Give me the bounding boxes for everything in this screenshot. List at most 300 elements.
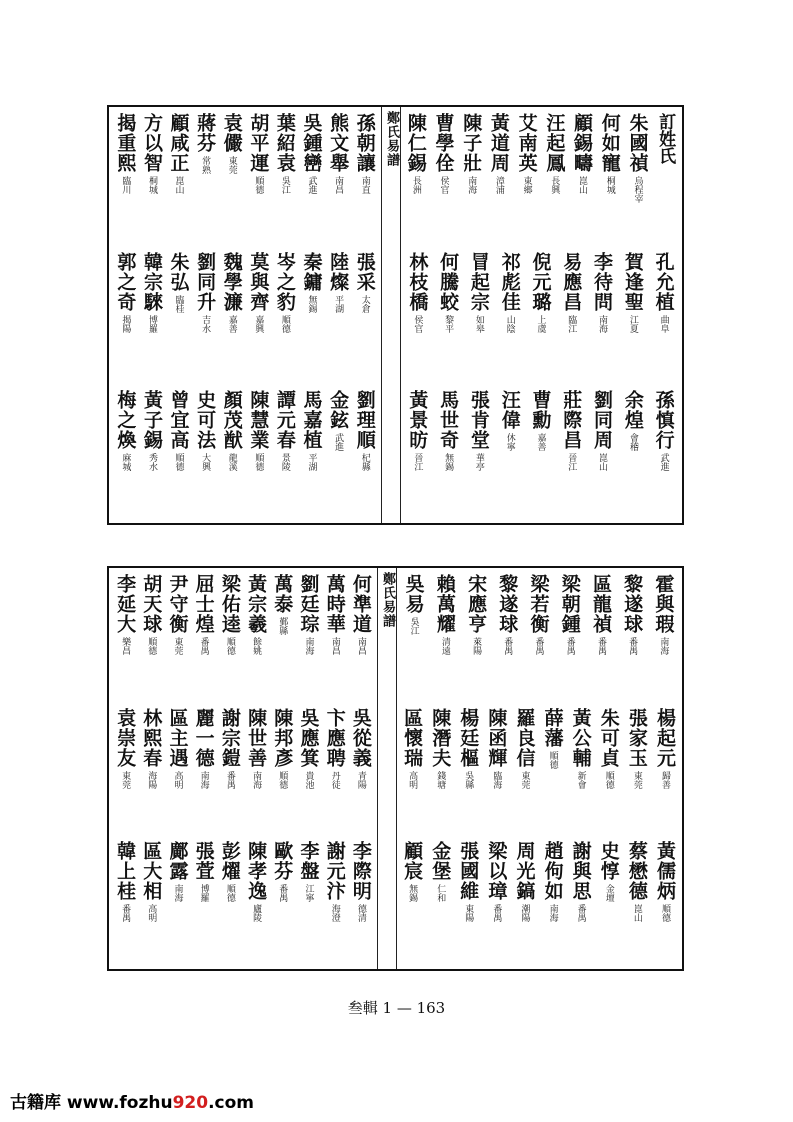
- scholar-entry: [348, 574, 374, 700]
- scholar-entry: [138, 574, 164, 700]
- scholar-name: 林枝橋: [406, 251, 429, 312]
- scholar-hometown-note: 無錫: [443, 453, 454, 472]
- site-watermark[interactable]: [10, 1088, 254, 1113]
- scholar-hometown-note: 桐城: [146, 176, 157, 194]
- scholar-hometown-note: 漳浦: [493, 176, 504, 194]
- bottom-right-middle-tier: [395, 702, 682, 836]
- scholar-hometown-note: 順德: [659, 904, 670, 923]
- scholar-hometown-note: 華亭: [473, 453, 484, 472]
- scholar-hometown-note: 貴池: [303, 770, 314, 789]
- scholar-name: 陳慧業: [247, 390, 270, 451]
- top-left-upper-tier: [109, 107, 381, 246]
- scholar-name: 何準道: [349, 574, 372, 634]
- scholar-name: 莫與齊: [247, 251, 270, 312]
- top-right-middle-tier: [399, 246, 682, 385]
- scholar-entry: [322, 841, 348, 967]
- scholar-entry: [217, 708, 243, 834]
- scholar-name: 張國維: [457, 841, 480, 902]
- scholar-name: 羅良信: [513, 707, 536, 768]
- scholar-entry: [482, 708, 510, 834]
- scholar-name: 曹學佺: [432, 113, 455, 173]
- scholar-entry: [269, 841, 295, 967]
- scholar-entry: [460, 574, 491, 700]
- scholar-name: 李待問: [591, 251, 614, 312]
- scholar-entry: [430, 113, 458, 244]
- scholar-hometown-note: 餘姚: [251, 637, 262, 655]
- scholar-entry: [651, 841, 679, 967]
- scholar-entry: [165, 113, 192, 244]
- scholar-hometown-note: 吉水: [200, 314, 211, 333]
- scholar-hometown-note: 番禺: [491, 904, 502, 923]
- scholar-entry: [596, 113, 624, 244]
- scholar-entry: [510, 708, 538, 834]
- scholar-hometown-note: 順德: [547, 750, 558, 769]
- scholar-name: 區主遇: [166, 707, 189, 768]
- scholar-hometown-note: 東陽: [463, 904, 474, 923]
- scholar-entry: [587, 252, 618, 383]
- scholar-name: 賴萬耀: [433, 574, 456, 634]
- scholar-entry: [648, 390, 679, 521]
- scholar-hometown-note: 侯官: [438, 176, 449, 194]
- scholar-name: 蔡懋德: [625, 841, 648, 902]
- scholar-entry: [298, 113, 325, 244]
- scholar-hometown-note: 高明: [407, 770, 418, 789]
- scholar-name: 袁儼: [220, 113, 243, 153]
- scholar-hometown-note: 順德: [224, 637, 235, 655]
- scholar-hometown-note: 新會: [575, 770, 586, 789]
- scholar-name: 韓上桂: [114, 841, 137, 902]
- scholar-name: 尹守衡: [166, 574, 189, 634]
- scholar-name: 何騰蛟: [437, 251, 460, 312]
- scholar-name: 陳世善: [245, 707, 268, 768]
- scholar-hometown-note: 南海: [547, 904, 558, 923]
- scholar-name: 吳易: [402, 574, 425, 614]
- scholar-entry: [351, 390, 378, 521]
- scholar-entry: [351, 113, 378, 244]
- scholar-hometown-note: 高明: [146, 904, 157, 923]
- scholar-hometown-note: 東莞: [519, 770, 530, 789]
- scholar-entry: [243, 841, 269, 967]
- scholar-name: 黃公輔: [569, 707, 592, 768]
- scholar-hometown-note: 平湖: [306, 453, 317, 472]
- scholar-entry: [523, 574, 554, 700]
- scholar-entry: [269, 708, 295, 834]
- scholar-name: 方以智: [140, 113, 163, 173]
- scholar-hometown-note: 吳江: [279, 176, 290, 194]
- scholar-name: 史可法: [194, 390, 217, 451]
- scholar-entry: [567, 708, 595, 834]
- scholar-name: 李盤: [297, 841, 320, 882]
- scholar-entry: [554, 574, 585, 700]
- scholar-hometown-note: 東莞: [226, 156, 237, 174]
- scholar-name: 麗一德: [192, 707, 215, 768]
- scholar-name: 劉理順: [353, 390, 376, 451]
- scholar-name: 屈士煌: [192, 574, 215, 634]
- scholar-hometown-note: 南海: [597, 314, 608, 333]
- scholar-entry: [164, 708, 190, 834]
- scholar-hometown-note: 南海: [466, 176, 477, 194]
- scholar-entry: [191, 574, 217, 700]
- scholar-name: 梁朝鍾: [558, 574, 581, 634]
- scholar-name: 陳函輝: [485, 707, 508, 768]
- scholar-hometown-note: 南海: [198, 770, 209, 789]
- scholar-entry: [325, 113, 352, 244]
- scholar-hometown-note: 烏程宰: [632, 176, 643, 203]
- bottom-right-upper-tier: [395, 568, 682, 702]
- scholar-entry: [595, 708, 623, 834]
- scholar-hometown-note: 桐城: [604, 176, 615, 194]
- scholar-entry: [585, 574, 616, 700]
- scholar-entry: [298, 390, 325, 521]
- scholar-entry: [398, 841, 426, 967]
- scholar-name: 黎遂球: [621, 574, 644, 634]
- scholar-name: 曹勳: [529, 390, 552, 431]
- scholar-name: 劉同周: [591, 390, 614, 451]
- scholar-name: 魏學濂: [220, 251, 243, 312]
- scholar-hometown-note: 清遠: [439, 637, 450, 655]
- scholar-name: 史惇: [597, 841, 620, 882]
- scholar-hometown-note: 博羅: [146, 314, 157, 333]
- scholar-hometown-note: 海澄: [329, 904, 340, 923]
- scholar-entry: [245, 113, 272, 244]
- scholar-entry: [138, 708, 164, 834]
- scholar-hometown-note: 錢塘: [435, 770, 446, 789]
- scholar-entry: [325, 252, 352, 383]
- scholar-hometown-note: 上虞: [535, 314, 546, 333]
- scholar-entry: [556, 390, 587, 521]
- book-title-label: 鄭氏易譜: [384, 111, 399, 167]
- scholar-entry: [464, 252, 495, 383]
- scholar-hometown-note: 休寧: [504, 433, 515, 452]
- scholar-hometown-note: 武進: [333, 433, 344, 452]
- scholar-entry: [398, 708, 426, 834]
- scholar-entry: [595, 841, 623, 967]
- scholar-entry: [482, 841, 510, 967]
- scholar-name: 金堡: [429, 841, 452, 882]
- scholar-name: 梁若衡: [527, 574, 550, 634]
- scholar-name: 秦鏞: [300, 251, 323, 292]
- top-right-lower-tier: [399, 384, 682, 523]
- scholar-entry: [322, 708, 348, 834]
- scholar-name: 孫慎行: [652, 390, 675, 451]
- site-url-highlight: 920: [172, 1093, 209, 1113]
- scholar-entry: [192, 252, 219, 383]
- scholar-name: 莊際昌: [560, 390, 583, 451]
- scholar-hometown-note: 大興: [200, 453, 211, 472]
- scholar-hometown-note: 博羅: [198, 884, 209, 903]
- scholar-name: 岑之豹: [273, 251, 296, 312]
- scholar-hometown-note: 長興: [549, 176, 560, 194]
- bottom-page-spread: [107, 566, 684, 971]
- scholar-hometown-note: 番禺: [277, 884, 288, 903]
- scholar-hometown-note: 常熟: [200, 156, 211, 174]
- scholar-hometown-note: 順德: [224, 884, 235, 903]
- scholar-name: 薛藩: [541, 707, 564, 748]
- scholar-hometown-note: 晉江: [566, 453, 577, 472]
- scholar-hometown-note: 番禺: [533, 637, 544, 655]
- scholar-hometown-note: 廬陵: [251, 904, 262, 923]
- scholar-hometown-note: 番禺: [564, 637, 575, 655]
- scholar-hometown-note: 德清: [355, 904, 366, 923]
- scholar-entry: [269, 574, 295, 700]
- scholar-hometown-note: 順德: [253, 453, 264, 472]
- scholar-hometown-note: 吳縣: [463, 770, 474, 789]
- scholar-hometown-note: 南昌: [329, 637, 340, 655]
- scholar-name: 黃宗羲: [245, 574, 268, 634]
- scholar-hometown-note: 順德: [253, 176, 264, 194]
- scholar-name: 胡天球: [140, 574, 163, 634]
- scholar-entry: [165, 252, 192, 383]
- scholar-hometown-note: 黎平: [443, 314, 454, 333]
- scholar-hometown-note: 南直: [359, 176, 370, 194]
- scholar-entry: [112, 574, 138, 700]
- scholar-name: 萬時華: [323, 574, 346, 634]
- scholar-entry: [165, 390, 192, 521]
- book-title-label: 鄭氏易譜: [380, 572, 395, 628]
- top-gutter: [381, 107, 401, 523]
- scholar-hometown-note: 順德: [279, 314, 290, 333]
- scholar-entry: [272, 252, 299, 383]
- scholar-entry: [243, 574, 269, 700]
- scholar-name: 吳從義: [349, 707, 372, 768]
- scholar-name: 袁崇友: [114, 707, 137, 768]
- scholar-name: 祁彪佳: [498, 251, 521, 312]
- surname-list-title-text: 訂姓氏: [655, 113, 676, 164]
- scholar-hometown-note: 侯官: [412, 314, 423, 333]
- scholar-entry: [623, 708, 651, 834]
- scholar-name: 李際明: [349, 841, 372, 902]
- scholar-name: 余煌: [621, 390, 644, 431]
- scholar-name: 霍與瑕: [652, 574, 675, 634]
- scholar-hometown-note: 景陵: [279, 453, 290, 472]
- scholar-entry: [539, 708, 567, 834]
- scholar-hometown-note: 平湖: [333, 294, 344, 313]
- top-right-upper-tier: [399, 107, 682, 246]
- scholar-entry: [402, 390, 433, 521]
- scholar-name: 李延大: [114, 574, 137, 634]
- scholar-name: 葉紹袁: [273, 113, 296, 173]
- bottom-left-half: [109, 568, 377, 969]
- scholar-name: 朱可貞: [597, 707, 620, 768]
- scholar-entry: [426, 841, 454, 967]
- scholar-entry: [454, 708, 482, 834]
- scholar-name: 熊文舉: [327, 113, 350, 173]
- scholar-name: 馬嘉植: [300, 390, 323, 451]
- scholar-entry: [245, 390, 272, 521]
- scholar-name: 吳鍾巒: [300, 113, 323, 173]
- scholar-entry: [191, 708, 217, 834]
- bottom-gutter: [377, 568, 397, 969]
- scholar-name: 艾南英: [515, 113, 538, 173]
- scholar-hometown-note: 南海: [303, 637, 314, 655]
- scholar-entry: [525, 252, 556, 383]
- scholar-entry: [398, 574, 429, 700]
- scholar-hometown-note: 南海: [172, 884, 183, 903]
- scholar-name: 黎遂球: [496, 574, 519, 634]
- scholar-entry: [568, 113, 596, 244]
- scholar-entry: [624, 113, 652, 244]
- scholar-hometown-note: 會稽: [627, 433, 638, 452]
- scholar-name: 陳子壯: [460, 113, 483, 173]
- scholar-name: 區龍禎: [589, 574, 612, 634]
- surname-list-title: [651, 113, 679, 244]
- scholar-entry: [272, 113, 299, 244]
- scholar-entry: [648, 252, 679, 383]
- scholar-hometown-note: 武進: [306, 176, 317, 194]
- scholar-entry: [457, 113, 485, 244]
- scholar-name: 孔允植: [652, 251, 675, 312]
- scholar-hometown-note: 嘉興: [253, 314, 264, 333]
- scholar-name: 謝元汴: [323, 841, 346, 902]
- scholar-entry: [587, 390, 618, 521]
- scholar-entry: [651, 708, 679, 834]
- scholar-name: 馬世奇: [437, 390, 460, 451]
- scholar-entry: [539, 841, 567, 967]
- site-url-suffix: .com: [208, 1093, 255, 1113]
- scholar-hometown-note: 南昌: [333, 176, 344, 194]
- scholar-hometown-note: 番禺: [120, 904, 131, 923]
- scholar-name: 卞應聘: [323, 707, 346, 768]
- scholar-entry: [623, 841, 651, 967]
- scholar-hometown-note: 臨海: [491, 770, 502, 789]
- top-left-lower-tier: [109, 384, 381, 523]
- scholar-hometown-note: 臨江: [566, 314, 577, 333]
- scholar-name: 梅之煥: [114, 390, 137, 451]
- scholar-name: 歐芬: [271, 841, 294, 882]
- scholar-entry: [494, 390, 525, 521]
- scholar-hometown-note: 東鄉: [521, 176, 532, 194]
- scholar-name: 黃子錫: [140, 390, 163, 451]
- scholar-entry: [112, 113, 139, 244]
- scholar-entry: [192, 113, 219, 244]
- scholar-name: 周光鎬: [513, 841, 536, 902]
- scholar-name: 區懷瑞: [401, 707, 424, 768]
- scholar-entry: [217, 841, 243, 967]
- scholar-hometown-note: 嘉善: [226, 314, 237, 333]
- scholar-name: 譚元春: [273, 390, 296, 451]
- scholar-entry: [298, 252, 325, 383]
- scholar-entry: [112, 708, 138, 834]
- scholar-entry: [191, 841, 217, 967]
- scholar-name: 賀逢聖: [621, 251, 644, 312]
- scholar-hometown-note: 江夏: [627, 314, 638, 333]
- scholar-name: 張采: [353, 251, 376, 292]
- scholar-entry: [648, 574, 679, 700]
- bottom-left-middle-tier: [109, 702, 377, 836]
- scholar-entry: [617, 252, 648, 383]
- scholar-entry: [245, 252, 272, 383]
- scholar-hometown-note: 南海: [251, 770, 262, 789]
- scholar-hometown-note: 南昌: [355, 637, 366, 655]
- scholar-name: 顧咸正: [167, 113, 190, 173]
- scholar-entry: [139, 113, 166, 244]
- scholar-hometown-note: 如皋: [473, 314, 484, 333]
- scholar-entry: [617, 390, 648, 521]
- scholar-hometown-note: 臨川: [120, 176, 131, 194]
- site-name: 古籍库: [10, 1093, 61, 1113]
- scholar-name: 劉同升: [194, 251, 217, 312]
- scholar-hometown-note: 龍溪: [226, 453, 237, 472]
- scholar-hometown-note: 番禺: [502, 637, 513, 655]
- scholar-hometown-note: 金壇: [603, 884, 614, 903]
- scholar-entry: [433, 390, 464, 521]
- scholar-hometown-note: 崑山: [631, 904, 642, 923]
- scholar-hometown-note: 南海: [658, 637, 669, 655]
- scholar-name: 張肯堂: [467, 390, 490, 451]
- scholar-hometown-note: 吳江: [408, 617, 419, 635]
- scholar-entry: [138, 841, 164, 967]
- page-number: 叁輯 1 — 163: [347, 999, 446, 1017]
- scholar-name: 冒起宗: [467, 251, 490, 312]
- scholar-name: 張家玉: [625, 707, 648, 768]
- scholar-name: 楊起元: [653, 707, 676, 768]
- scholar-entry: [454, 841, 482, 967]
- scholar-hometown-note: 無錫: [407, 884, 418, 903]
- scholar-name: 蔣芬: [194, 113, 217, 153]
- scholar-name: 陳邦彥: [271, 707, 294, 768]
- scholar-name: 顧錫疇: [571, 113, 594, 173]
- scholar-entry: [295, 574, 321, 700]
- scholar-entry: [567, 841, 595, 967]
- scholar-name: 趙佝如: [541, 841, 564, 902]
- scholar-name: 黃景昉: [406, 390, 429, 451]
- scholar-hometown-note: 青陽: [355, 770, 366, 789]
- scholar-hometown-note: 山陰: [504, 314, 515, 333]
- scholar-hometown-note: 番禺: [198, 637, 209, 655]
- scholar-name: 易應昌: [560, 251, 583, 312]
- scholar-name: 陳潛夫: [429, 707, 452, 768]
- scholar-hometown-note: 嘉善: [535, 433, 546, 452]
- scholar-name: 鄺露: [166, 841, 189, 882]
- scholar-name: 陸燦: [327, 251, 350, 292]
- scholar-hometown-note: 番禺: [595, 637, 606, 655]
- scholar-entry: [164, 841, 190, 967]
- scholar-name: 陳仁錫: [404, 113, 427, 173]
- scholar-entry: [322, 574, 348, 700]
- scholar-entry: [218, 252, 245, 383]
- site-url-prefix: www.fozhu: [66, 1093, 173, 1113]
- scholar-entry: [485, 113, 513, 244]
- scholar-hometown-note: 江寧: [303, 884, 314, 903]
- scholar-entry: [510, 841, 538, 967]
- top-left-middle-tier: [109, 246, 381, 385]
- scholar-entry: [402, 113, 430, 244]
- top-page-spread: [107, 105, 684, 525]
- scholar-hometown-note: 萊陽: [471, 637, 482, 655]
- scholar-hometown-note: 麻城: [120, 453, 131, 472]
- scholar-entry: [540, 113, 568, 244]
- scholar-name: 何如寵: [598, 113, 621, 173]
- bottom-left-lower-tier: [109, 835, 377, 969]
- scholar-entry: [426, 708, 454, 834]
- scholar-name: 汪偉: [498, 390, 521, 431]
- bottom-right-lower-tier: [395, 835, 682, 969]
- scholar-entry: [494, 252, 525, 383]
- scholar-hometown-note: 歸善: [659, 770, 670, 789]
- scholar-entry: [192, 390, 219, 521]
- scholar-entry: [325, 390, 352, 521]
- scholar-hometown-note: 崑山: [173, 176, 184, 194]
- scholar-name: 汪起鳳: [543, 113, 566, 173]
- scholar-hometown-note: 海陽: [146, 770, 157, 789]
- scholar-entry: [112, 390, 139, 521]
- scholar-hometown-note: 晉江: [412, 453, 423, 472]
- scholar-entry: [139, 252, 166, 383]
- top-right-half: [399, 107, 682, 523]
- scholar-hometown-note: 順德: [173, 453, 184, 472]
- scholar-entry: [402, 252, 433, 383]
- scholar-hometown-note: 崑山: [577, 176, 588, 194]
